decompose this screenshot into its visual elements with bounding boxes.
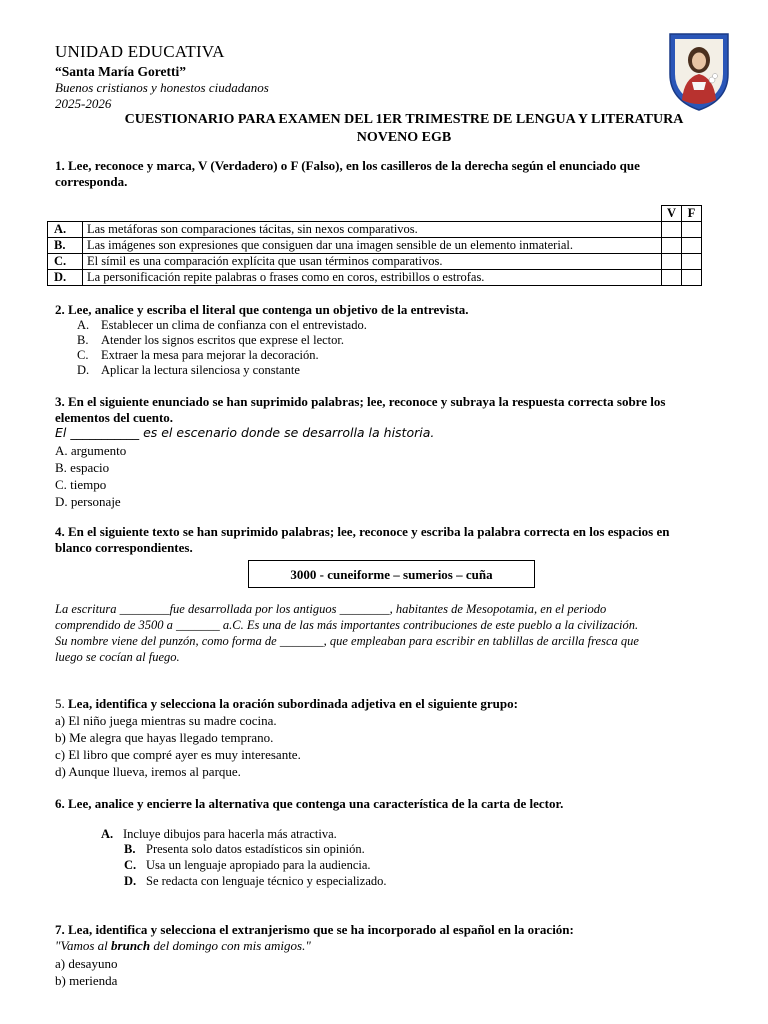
table-header-row	[48, 206, 702, 222]
q3-sentence: El ___________ es el escenario donde se desarrolla la historia.	[55, 425, 435, 440]
option-letter: B.	[124, 842, 136, 856]
option-text: Se redacta con lenguaje técnico y especializado.	[146, 874, 387, 888]
q4-prompt	[55, 524, 725, 556]
col-f-header: F	[682, 206, 702, 222]
q6-prompt: 6. Lee, analice y encierre la alternativa que contenga una característica de la carta de lector.	[55, 796, 564, 811]
v-checkbox-cell[interactable]	[662, 270, 682, 286]
school-name: “Santa María Goretti”	[55, 64, 186, 79]
q5-option-c[interactable]: c) El libro que compré ayer es muy interesante.	[55, 747, 301, 762]
option-text: Aplicar la lectura silenciosa y constante	[101, 363, 300, 377]
option-letter: D.	[124, 874, 137, 888]
q2-option-c[interactable]	[77, 348, 319, 363]
q5-prompt	[55, 696, 725, 712]
f-checkbox-cell[interactable]	[682, 270, 702, 286]
row-letter: C.	[48, 254, 83, 270]
q6-option-d[interactable]	[124, 874, 387, 889]
q7-prompt: 7. Lea, identifica y selecciona el extranjerismo que se ha incorporado al español en la oración:	[55, 922, 574, 937]
paragraph-line: comprendido de 3500 a _______ a.C. Es una de las más importantes contribuciones de este pueblo a la civilización.	[55, 618, 639, 632]
row-statement: El símil es una comparación explícita que usan términos comparativos.	[83, 254, 662, 270]
q1-prompt-line2: corresponda.	[55, 174, 128, 189]
q7-option-b[interactable]: b) merienda	[55, 973, 118, 988]
q3-prompt-line2: elementos del cuento.	[55, 410, 174, 425]
q5-option-a[interactable]: a) El niño juega mientras su madre cocina.	[55, 713, 277, 728]
row-letter: D.	[48, 270, 83, 286]
f-checkbox-cell[interactable]	[682, 254, 702, 270]
option-text: Establecer un clima de confianza con el entrevistado.	[101, 318, 367, 332]
quote-start: "Vamos al	[55, 938, 112, 953]
q5-option-d[interactable]: d) Aunque llueva, iremos al parque.	[55, 764, 241, 779]
option-text: Presenta solo datos estadísticos sin opinión.	[146, 842, 365, 856]
q3-option-a[interactable]: A. argumento	[55, 443, 127, 458]
option-text: Atender los signos escritos que exprese el lector.	[101, 333, 344, 347]
exam-grade: NOVENO EGB	[356, 130, 452, 145]
q4-prompt-line1: 4. En el siguiente texto se han suprimido palabras; lee, reconoce y escriba la palabra correcta en los espacios en	[55, 524, 670, 539]
q3-prompt-line1: 3. En el siguiente enunciado se han suprimido palabras; lee, reconoce y subraya la respuesta correcta sobre los	[55, 394, 666, 409]
row-statement: Las imágenes son expresiones que consiguen dar una imagen sensible de un elemento inmaterial.	[83, 238, 662, 254]
school-label: UNIDAD EDUCATIVA	[55, 42, 225, 61]
q2-option-d[interactable]	[77, 363, 300, 378]
q3-option-b[interactable]: B. espacio	[55, 460, 110, 475]
q5-number: 5.	[55, 696, 65, 711]
table-row	[48, 254, 702, 270]
option-text: Extraer la mesa para mejorar la decoración.	[101, 348, 319, 362]
table-blank-cell	[48, 206, 83, 222]
option-letter: A.	[101, 827, 114, 841]
option-letter: B.	[77, 333, 89, 347]
q7-option-a[interactable]: a) desayuno	[55, 956, 118, 971]
q1-true-false-table	[47, 205, 702, 286]
v-checkbox-cell[interactable]	[662, 222, 682, 238]
q7-quote	[55, 938, 311, 954]
quote-end: del domingo con mis amigos."	[150, 938, 311, 953]
q4-prompt-line2: blanco correspondientes.	[55, 540, 193, 555]
q4-paragraph	[55, 601, 723, 665]
q3-option-c[interactable]: C. tiempo	[55, 477, 107, 492]
v-checkbox-cell[interactable]	[662, 238, 682, 254]
q3-prompt	[55, 394, 725, 426]
q2-option-b[interactable]	[77, 333, 344, 348]
option-letter: C.	[124, 858, 137, 872]
f-checkbox-cell[interactable]	[682, 222, 702, 238]
option-text: Incluye dibujos para hacerla más atractiva.	[123, 827, 337, 841]
row-letter: A.	[48, 222, 83, 238]
q6-option-b[interactable]	[124, 842, 365, 857]
school-year: 2025-2026	[55, 96, 112, 111]
school-motto: Buenos cristianos y honestos ciudadanos	[55, 80, 269, 95]
q1-prompt	[55, 158, 725, 190]
f-checkbox-cell[interactable]	[682, 238, 702, 254]
q2-option-a[interactable]	[77, 318, 367, 333]
table-blank-cell	[83, 206, 662, 222]
option-letter: C.	[77, 348, 89, 362]
q5-prompt-text: Lea, identifica y selecciona la oración subordinada adjetiva en el siguiente grupo:	[68, 696, 518, 711]
exam-title: CUESTIONARIO PARA EXAMEN DEL 1ER TRIMESTRE DE LENGUA Y LITERATURA	[124, 112, 684, 127]
q3-option-d[interactable]: D. personaje	[55, 494, 121, 509]
option-letter: D.	[77, 363, 90, 377]
q1-prompt-line1: 1. Lee, reconoce y marca, V (Verdadero) o F (Falso), en los casilleros de la derecha según el enunciado que	[55, 158, 640, 173]
table-row	[48, 222, 702, 238]
q6-option-c[interactable]	[124, 858, 371, 873]
row-letter: B.	[48, 238, 83, 254]
table-row	[48, 238, 702, 254]
table-row	[48, 270, 702, 286]
option-letter: A.	[77, 318, 90, 332]
quote-highlight-word: brunch	[111, 938, 151, 953]
school-crest-icon	[666, 30, 732, 112]
paragraph-line: Su nombre viene del punzón, como forma de _______, que empleaban para escribir en tablillas de arcilla fresca que	[55, 634, 639, 648]
paragraph-line: La escritura ________fue desarrollada por los antiguos ________, habitantes de Mesopotamia, en el periodo	[55, 602, 607, 616]
row-statement: La personificación repite palabras o frases como en coros, estribillos o estrofas.	[83, 270, 662, 286]
q6-option-a[interactable]	[101, 827, 337, 842]
row-statement: Las metáforas son comparaciones tácitas, sin nexos comparativos.	[83, 222, 662, 238]
q5-option-b[interactable]: b) Me alegra que hayas llegado temprano.	[55, 730, 274, 745]
v-checkbox-cell[interactable]	[662, 254, 682, 270]
col-v-header: V	[662, 206, 682, 222]
q4-word-bank: 3000 - cuneiforme – sumerios – cuña	[248, 560, 535, 588]
q2-prompt: 2. Lee, analice y escriba el literal que contenga un objetivo de la entrevista.	[55, 302, 469, 317]
paragraph-line: luego se cocían al fuego.	[55, 650, 180, 664]
option-text: Usa un lenguaje apropiado para la audiencia.	[146, 858, 371, 872]
